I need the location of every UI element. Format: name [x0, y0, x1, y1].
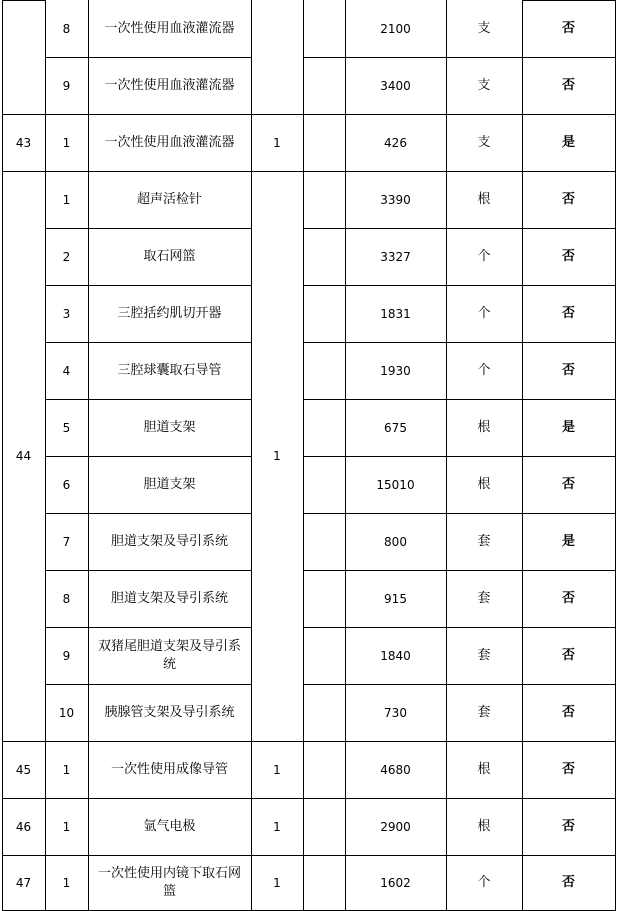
row-seq: 2 [62, 249, 71, 264]
table-grid-line [2, 171, 616, 172]
table-grid-line [303, 570, 616, 571]
item-unit: 支 [477, 134, 491, 150]
item-unit: 个 [477, 874, 491, 890]
table-grid-line [303, 627, 616, 628]
item-name: 一次性使用血液灌流器 [104, 77, 235, 93]
item-unit: 根 [477, 476, 491, 492]
item-unit: 套 [477, 704, 491, 720]
group-number: 46 [15, 819, 32, 834]
item-flag: 否 [561, 305, 575, 321]
table-grid-line [2, 798, 616, 799]
item-name: 一次性使用血液灌流器 [104, 134, 235, 150]
item-flag: 否 [561, 761, 575, 777]
item-unit: 个 [477, 362, 491, 378]
table-grid-line [45, 342, 252, 343]
table-grid-line [45, 228, 252, 229]
table-grid-line [2, 0, 3, 911]
item-name: 一次性使用血液灌流器 [104, 20, 235, 36]
item-price: 1840 [380, 648, 411, 663]
item-name: 胆道支架 [143, 476, 196, 492]
group-number: 47 [15, 875, 32, 890]
item-flag: 否 [561, 248, 575, 264]
item-name: 一次性使用内镜下取石网篮 [97, 865, 241, 899]
item-unit: 根 [477, 761, 491, 777]
table-grid-line [45, 399, 252, 400]
item-flag: 是 [561, 419, 575, 435]
item-name: 双猪尾胆道支架及导引系统 [97, 638, 241, 672]
row-seq: 9 [62, 78, 71, 93]
table-grid-line [45, 627, 252, 628]
item-flag: 否 [561, 191, 575, 207]
item-unit: 套 [477, 590, 491, 606]
row-seq: 1 [62, 875, 71, 890]
item-unit: 个 [477, 248, 491, 264]
item-price: 4680 [380, 762, 411, 777]
group-count: 1 [273, 135, 281, 150]
item-price: 3400 [380, 78, 411, 93]
table-grid-line [45, 513, 252, 514]
row-seq: 1 [62, 819, 71, 834]
item-flag: 否 [561, 704, 575, 720]
row-seq: 3 [62, 306, 71, 321]
item-flag: 否 [561, 476, 575, 492]
item-name: 三腔球囊取石导管 [117, 362, 222, 378]
row-seq: 8 [62, 591, 71, 606]
row-seq: 1 [62, 192, 71, 207]
item-unit: 根 [477, 818, 491, 834]
item-price: 3390 [380, 192, 411, 207]
item-price: 15010 [376, 477, 415, 492]
item-price: 800 [384, 534, 407, 549]
item-name: 氩气电极 [143, 818, 196, 834]
item-flag: 是 [561, 134, 575, 150]
table-grid-line [2, 855, 616, 856]
item-flag: 否 [561, 874, 575, 890]
table-grid-line [45, 57, 252, 58]
item-price: 2900 [380, 819, 411, 834]
group-number [2, 0, 45, 114]
item-price: 3327 [380, 249, 411, 264]
row-seq: 1 [62, 762, 71, 777]
item-name: 胆道支架及导引系统 [110, 533, 228, 549]
item-name: 胆道支架及导引系统 [110, 590, 228, 606]
table-grid-line [45, 456, 252, 457]
item-flag: 否 [561, 77, 575, 93]
item-flag: 否 [561, 818, 575, 834]
table-grid-line [303, 684, 616, 685]
group-number: 45 [15, 762, 32, 777]
item-unit: 支 [477, 77, 491, 93]
item-unit: 支 [477, 20, 491, 36]
item-unit: 套 [477, 647, 491, 663]
table-grid-line [45, 285, 252, 286]
row-seq: 9 [62, 648, 71, 663]
item-name: 胰腺管支架及导引系统 [104, 704, 235, 720]
group-count: 1 [273, 875, 281, 890]
item-flag: 是 [561, 533, 575, 549]
item-name: 一次性使用成像导管 [110, 761, 228, 777]
row-seq: 4 [62, 363, 71, 378]
item-unit: 个 [477, 305, 491, 321]
table-grid-line [303, 513, 616, 514]
table-grid-line [303, 399, 616, 400]
table-grid-line [2, 0, 46, 1]
item-flag: 否 [561, 20, 575, 36]
group-count: 1 [273, 762, 281, 777]
item-price: 675 [384, 420, 407, 435]
table-grid-line [45, 684, 252, 685]
table-grid-line [303, 285, 616, 286]
row-seq: 10 [58, 705, 75, 720]
group-count: 1 [273, 819, 281, 834]
item-unit: 根 [477, 191, 491, 207]
item-price: 1930 [380, 363, 411, 378]
table-grid-line [303, 456, 616, 457]
item-name: 三腔括约肌切开器 [117, 305, 222, 321]
row-seq: 1 [62, 135, 71, 150]
item-name: 取石网篮 [143, 248, 196, 264]
item-price: 1602 [380, 875, 411, 890]
table-grid-line [303, 342, 616, 343]
table-grid-line [45, 570, 252, 571]
item-flag: 否 [561, 590, 575, 606]
item-price: 915 [384, 591, 407, 606]
row-seq: 8 [62, 21, 71, 36]
group-count [251, 0, 303, 114]
row-seq: 7 [62, 534, 71, 549]
item-unit: 套 [477, 533, 491, 549]
table-grid-line [303, 57, 616, 58]
item-flag: 否 [561, 362, 575, 378]
group-number: 43 [15, 135, 32, 150]
table-grid-line [303, 228, 616, 229]
item-price: 2100 [380, 21, 411, 36]
group-count: 1 [273, 449, 281, 463]
row-seq: 5 [62, 420, 71, 435]
item-price: 1831 [380, 306, 411, 321]
item-name: 超声活检针 [136, 191, 202, 207]
item-flag: 否 [561, 647, 575, 663]
item-price: 426 [384, 135, 407, 150]
group-number: 44 [15, 449, 32, 463]
table-grid-line [2, 114, 616, 115]
item-unit: 根 [477, 419, 491, 435]
row-seq: 6 [62, 477, 71, 492]
item-name: 胆道支架 [143, 419, 196, 435]
table-grid-line [2, 741, 616, 742]
item-price: 730 [384, 705, 407, 720]
table-grid-line [522, 0, 616, 1]
